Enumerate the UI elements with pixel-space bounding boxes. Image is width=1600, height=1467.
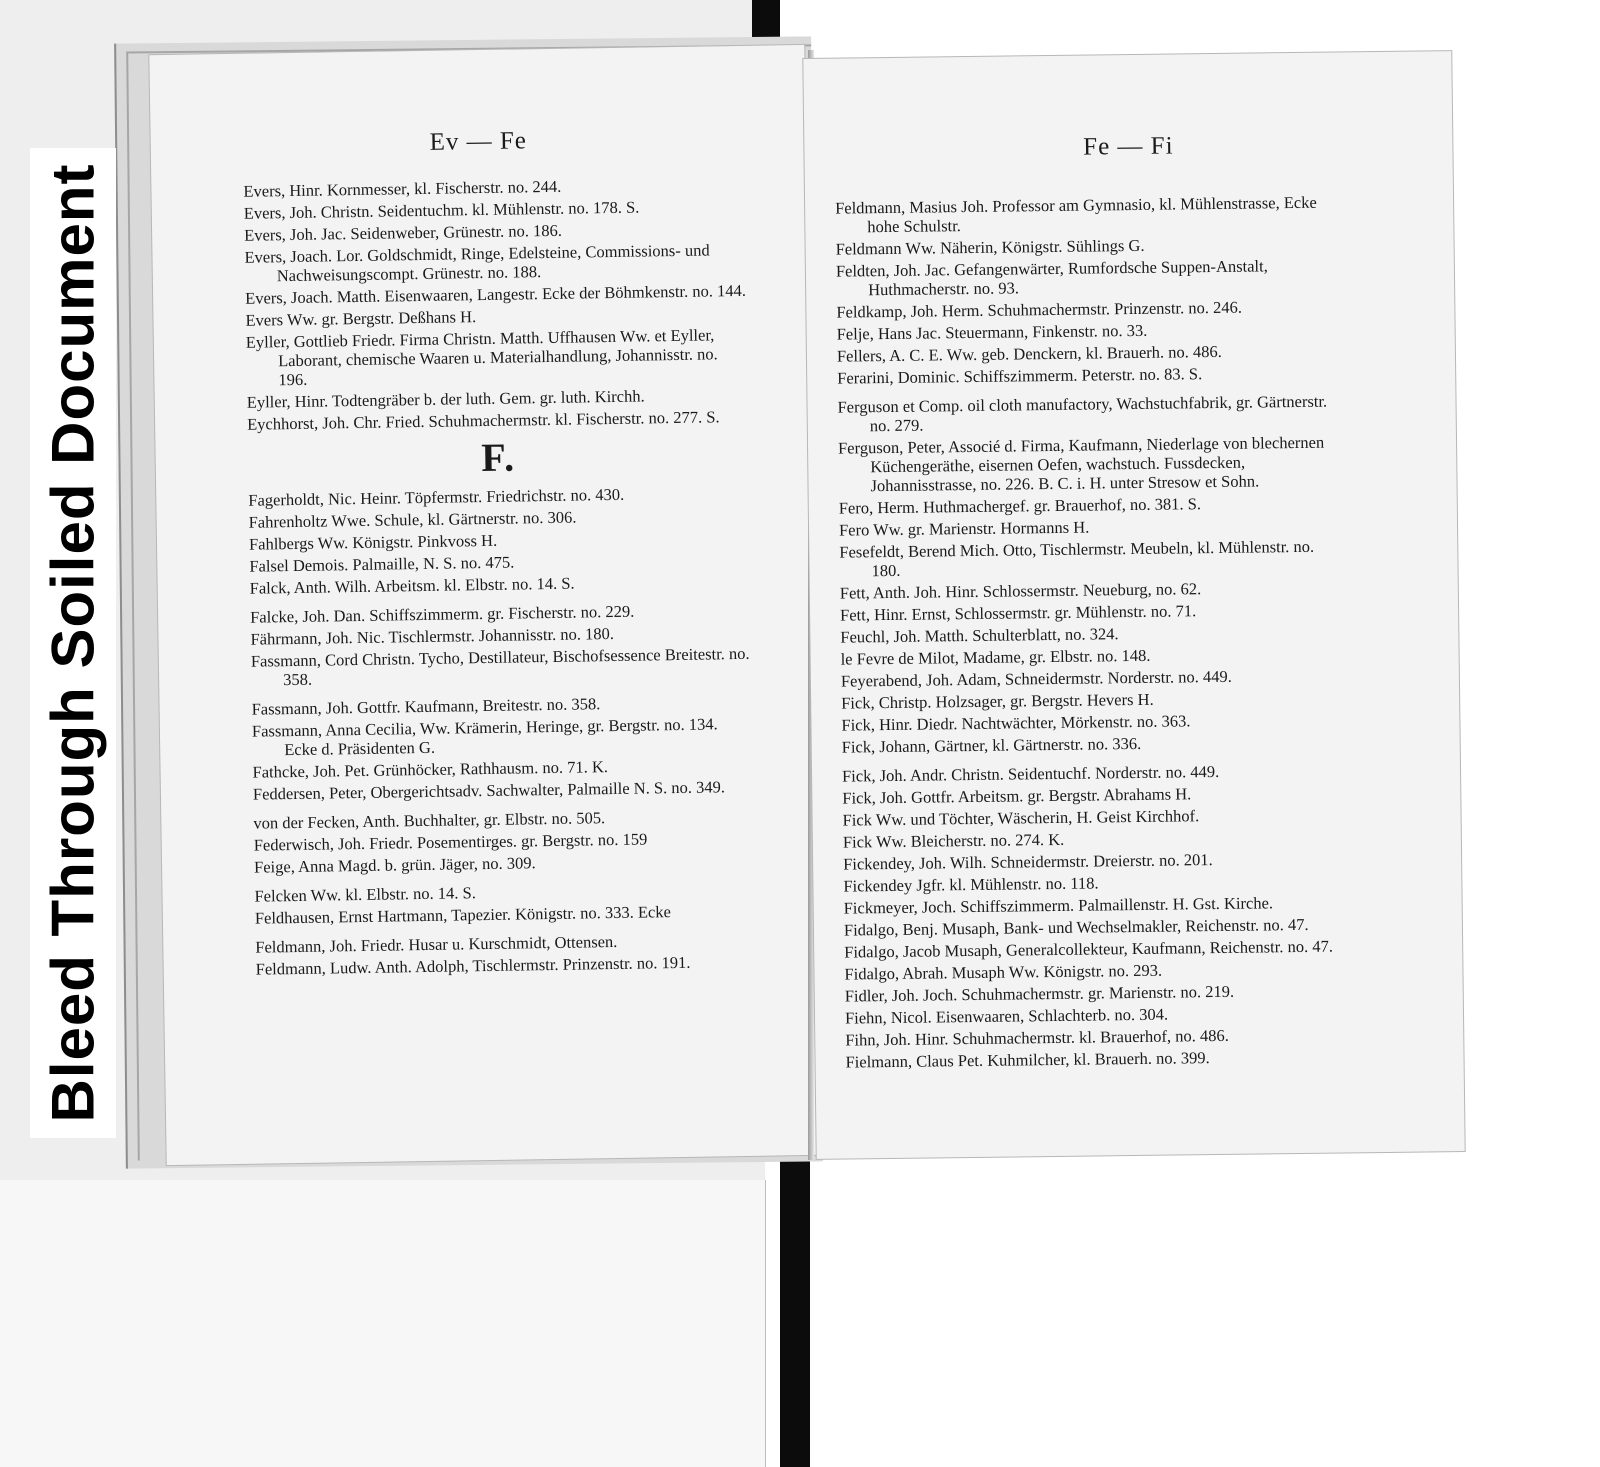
directory-entry: Fährmann, Joh. Nic. Tischlermstr. Johannisstr. no. 180. [250,623,615,649]
directory-entry: Evers, Joh. Jac. Seidenweber, Grünestr. no. 186. [244,220,563,245]
directory-entry: Evers, Joach. Lor. Goldschmidt, Ringe, Edelsteine, Commissions- und Nachweisungscompt. Grünestr. no. 188. [244,240,710,286]
directory-entry: Ferguson, Peter, Associé d. Firma, Kaufmann, Niederlage von blechernen Küchengeräthe, eisernen Oefen, wachstuch. Fussdecken, Johannisstrasse, no. 226. B. C. i. H. unter Stresow et Sohn. [837,432,1325,496]
directory-entry: Felcken Ww. kl. Elbstr. no. 14. S. [254,883,477,906]
directory-entry: Falsel Demois. Palmaille, N. S. no. 475. [249,552,515,576]
directory-entry: Ferguson et Comp. oil cloth manufactory, Wachstuchfabrik, gr. Gärtnerstr. no. 279. [837,391,1328,436]
directory-entry: Fero, Herm. Huthmachergef. gr. Brauerhof, no. 381. S. [838,494,1202,518]
right-entries [835,192,1351,1074]
directory-entry: Evers Ww. gr. Bergstr. Deßhans H. [245,307,477,330]
directory-entry: Fick Ww. und Töchter, Wäscherin, H. Geist Kirchhof. [842,806,1200,830]
directory-entry: Fick, Johann, Gärtner, kl. Gärtnerstr. no. 336. [841,733,1142,757]
directory-entry: le Fevre de Milot, Madame, gr. Elbstr. no. 148. [840,645,1151,669]
left-running-head: Ev — Fe [429,127,528,156]
right-running-head: Fe — Fi [1083,132,1174,161]
directory-entry: Fidalgo, Abrah. Musaph Ww. Königstr. no. 293. [844,960,1163,984]
directory-entry: Fathcke, Joh. Pet. Grünhöcker, Rathhausm. no. 71. K. [252,757,609,782]
directory-entry: Fick, Hinr. Diedr. Nachtwächter, Mörkenstr. no. 363. [841,711,1191,735]
directory-entry: Fiehn, Nicol. Eisenwaaren, Schlachterb. no. 304. [844,1004,1169,1028]
bookmark-ribbon-bottom [780,1150,810,1467]
directory-entry: Feldten, Joh. Jac. Gefangenwärter, Rumfordsche Suppen-Anstalt, Huthmacherstr. no. 93. [835,256,1268,300]
directory-entry: Feldmann, Masius Joh. Professor am Gymnasio, kl. Mühlenstrasse, Ecke hohe Schulstr. [835,192,1317,237]
directory-entry: Fassmann, Anna Cecilia, Ww. Krämerin, Heringe, gr. Bergstr. no. 134. Ecke d. Präsidenten G. [251,714,718,760]
directory-entry: Falcke, Joh. Dan. Schiffszimmerm. gr. Fischerstr. no. 229. [250,601,635,627]
directory-entry: Federwisch, Joh. Friedr. Posementirges. gr. Bergstr. no. 159 [253,829,648,855]
directory-entry: Feldmann, Joh. Friedr. Husar u. Kurschmidt, Ottensen. [255,931,618,957]
directory-entry: Eyller, Gottlieb Friedr. Firma Christn. Matth. Uffhausen Ww. et Eyller, Laborant, chemische Waaren u. Materialhandlung, Johannisstr. no. 196. [245,325,718,390]
left-entries [243,174,758,982]
directory-entry: Fassmann, Joh. Gottfr. Kaufmann, Breitestr. no. 358. [251,694,601,719]
directory-entry: Fesefeldt, Berend Mich. Otto, Tischlermstr. Meubeln, kl. Mühlenstr. no. 180. [839,536,1315,581]
directory-entry: Falck, Anth. Wilh. Arbeitsm. kl. Elbstr. no. 14. S. [249,573,575,598]
directory-entry: Fidalgo, Benj. Musaph, Bank- und Wechselmakler, Reichenstr. no. 47. [843,914,1309,940]
directory-entry: Fick, Christp. Holzsager, gr. Bergstr. Hevers H. [841,689,1154,713]
directory-entry: Fahlbergs Ww. Königstr. Pinkvoss H. [248,530,498,554]
directory-entry: Fahrenholtz Wwe. Schule, kl. Gärtnerstr. no. 306. [248,507,577,532]
directory-entry: Feldmann Ww. Näherin, Königstr. Sühlings G. [835,235,1145,259]
left-page [149,45,821,1165]
directory-entry: Fihn, Joh. Hinr. Schuhmachermstr. kl. Brauerhof, no. 486. [845,1025,1229,1050]
directory-entry: Fero Ww. gr. Marienstr. Hormanns H. [838,517,1090,540]
section-letter: F. [480,434,517,481]
directory-entry: Fickendey, Joh. Wilh. Schneidermstr. Dreierstr. no. 201. [843,850,1213,874]
directory-entry: Evers, Joh. Christn. Seidentuchm. kl. Mühlenstr. no. 178. S. [243,197,640,223]
directory-entry: Evers, Hinr. Kornmesser, kl. Fischerstr. no. 244. [243,176,562,201]
directory-entry: Fett, Anth. Joh. Hinr. Schlossermstr. Neueburg, no. 62. [839,579,1202,603]
directory-entry: Fick, Joh. Gottfr. Arbeitsm. gr. Bergstr. Abrahams H. [842,784,1192,808]
directory-entry: Feddersen, Peter, Obergerichtsadv. Sachwalter, Palmaille N. S. no. 349. [252,777,726,804]
directory-entry: Fassmann, Cord Christn. Tycho, Destillateur, Bischofsessence Breitestr. no. 358. [250,643,750,690]
entries-after-list [248,483,758,979]
directory-entry: Feldkamp, Joh. Herm. Schuhmachermstr. Prinzenstr. no. 246. [836,297,1243,322]
directory-entry: Feldhausen, Ernst Hartmann, Tapezier. Königstr. no. 333. Ecke [254,902,671,928]
directory-entry: Fick Ww. Bleicherstr. no. 274. K. [842,829,1065,852]
directory-entry: Eyller, Hinr. Todtengräber b. der luth. Gem. gr. luth. Kirchh. [246,386,645,412]
directory-entry: Evers, Joach. Matth. Eisenwaaren, Langestr. Ecke der Böhmkenstr. no. 144. [245,280,747,308]
directory-entry: Fidalgo, Jacob Musaph, Generalcollekteur, Kaufmann, Reichenstr. no. 47. [844,936,1334,962]
directory-entry: Fellers, A. C. E. Ww. geb. Denckern, kl. Brauerh. no. 486. [836,341,1222,366]
directory-entry: Fielmann, Claus Pet. Kuhmilcher, kl. Brauerh. no. 399. [845,1048,1210,1072]
directory-entry: Fett, Hinr. Ernst, Schlossermstr. gr. Mühlenstr. no. 71. [839,601,1197,625]
directory-entry: Feuchl, Joh. Matth. Schulterblatt, no. 324. [840,624,1119,647]
degradation-label: Bleed Through Soiled Document [39,163,107,1123]
directory-entry: Feldmann, Ludw. Anth. Adolph, Tischlermstr. Prinzenstr. no. 191. [255,952,691,979]
directory-entry: Fidler, Joh. Joch. Schuhmachermstr. gr. Marienstr. no. 219. [844,981,1235,1006]
directory-entry: Feyerabend, Joh. Adam, Schneidermstr. Norderstr. no. 449. [840,666,1232,691]
right-page [803,51,1464,1159]
directory-entry: Feige, Anna Magd. b. grün. Jäger, no. 309. [253,853,536,877]
background-sheet-lower [0,1180,766,1467]
directory-entry: Eychhorst, Joh. Chr. Fried. Schuhmachermstr. kl. Fischerstr. no. 277. S. [246,407,720,434]
directory-entry: Fickendey Jgfr. kl. Mühlenstr. no. 118. [843,873,1099,896]
directory-entry: Fickmeyer, Joch. Schiffszimmerm. Palmaillenstr. H. Gst. Kirche. [843,893,1274,918]
directory-entry: Fagerholdt, Nic. Heinr. Töpfermstr. Friedrichstr. no. 430. [248,484,625,510]
directory-entry: Felje, Hans Jac. Steuermann, Finkenstr. no. 33. [836,320,1148,344]
entries-before-list [243,174,749,434]
directory-entry: von der Fecken, Anth. Buchhalter, gr. Elbstr. no. 505. [253,808,606,833]
directory-entry: Fick, Joh. Andr. Christn. Seidentuchf. Norderstr. no. 449. [841,761,1220,786]
directory-entry: Ferarini, Dominic. Schiffszimmerm. Peterstr. no. 83. S. [837,364,1203,388]
